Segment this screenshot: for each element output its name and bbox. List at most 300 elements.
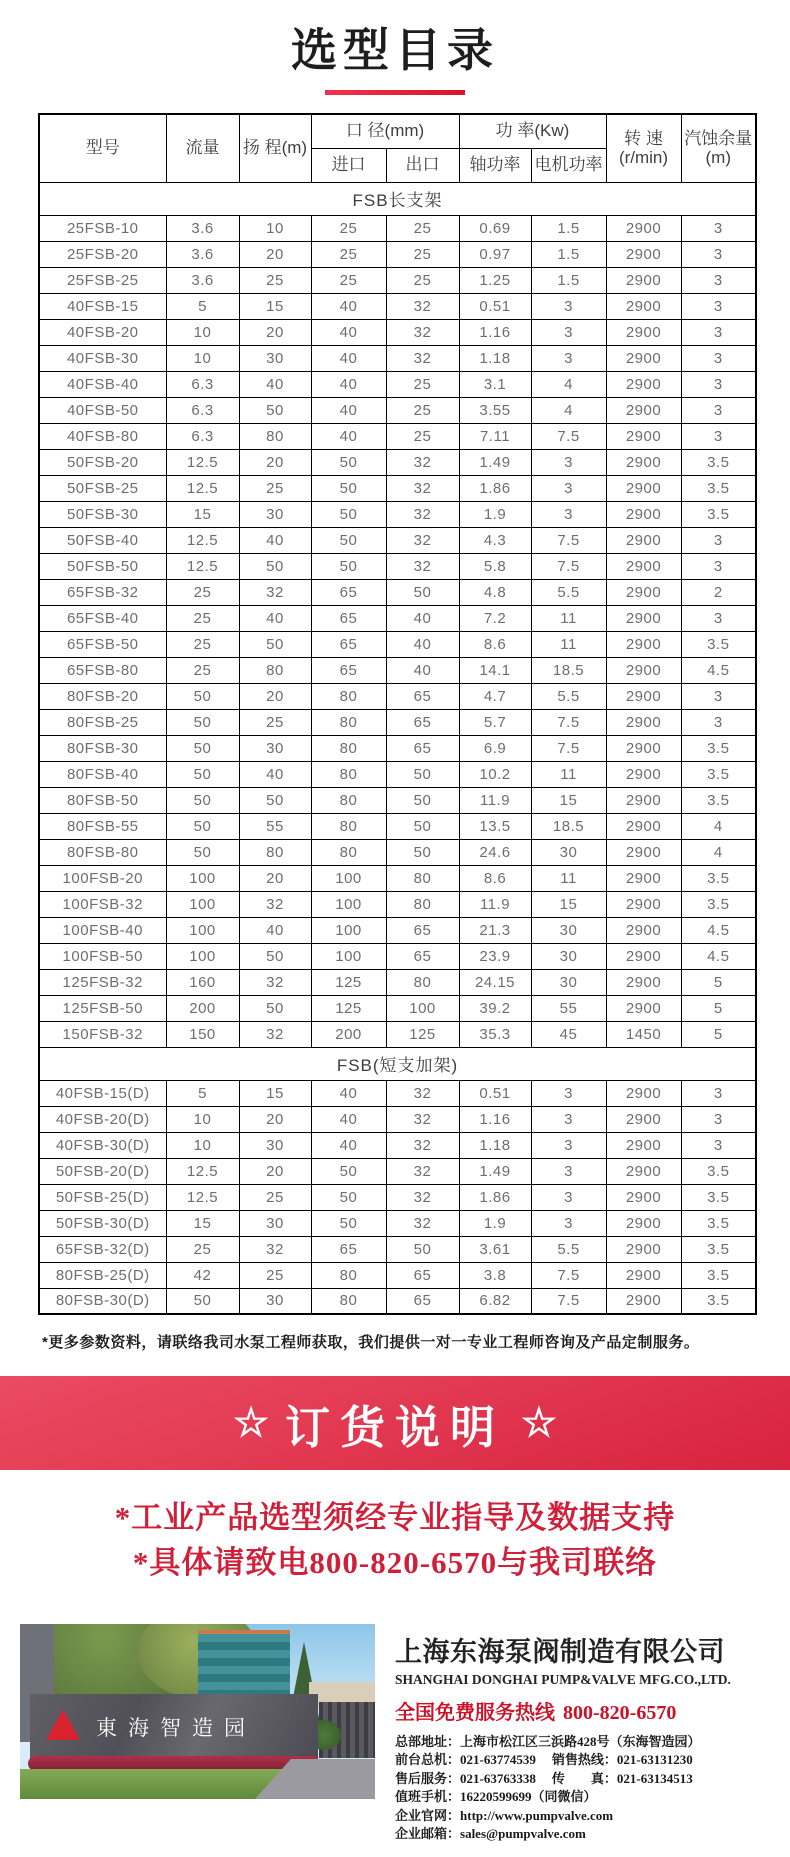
table-cell: 1.16: [459, 1106, 531, 1132]
table-cell: 65: [386, 709, 459, 735]
table-cell: 80: [386, 891, 459, 917]
table-row: [39, 293, 756, 319]
table-cell: 2900: [606, 735, 681, 761]
table-cell: 25: [239, 709, 311, 735]
table-cell: 3.6: [166, 241, 239, 267]
table-cell: 5.7: [459, 709, 531, 735]
table-cell: 4.5: [681, 657, 756, 683]
table-cell: 80FSB-20: [39, 683, 166, 709]
contact-label: 总部地址：: [395, 1733, 461, 1749]
table-cell: 32: [386, 527, 459, 553]
table-cell: 80FSB-40: [39, 761, 166, 787]
table-cell: 32: [239, 579, 311, 605]
contact-value: 16220599699（同微信）: [460, 1789, 597, 1805]
table-cell: 7.5: [531, 527, 606, 553]
table-cell: 150: [166, 1021, 239, 1047]
table-cell: 65: [386, 1288, 459, 1314]
table-cell: 25FSB-25: [39, 267, 166, 293]
table-cell: 125: [311, 995, 386, 1021]
contact-label: 售后服务：: [395, 1770, 461, 1786]
table-cell: 2900: [606, 709, 681, 735]
table-cell: 2900: [606, 1210, 681, 1236]
contact-line: [395, 1770, 770, 1788]
table-cell: 4: [681, 839, 756, 865]
table-cell: 2900: [606, 449, 681, 475]
table-cell: 32: [239, 1021, 311, 1047]
table-cell: 80: [311, 709, 386, 735]
table-cell: 30: [531, 917, 606, 943]
table-cell: 5.5: [531, 683, 606, 709]
table-cell: 40: [386, 657, 459, 683]
table-cell: 50: [311, 527, 386, 553]
table-cell: 25: [386, 215, 459, 241]
table-cell: 1.9: [459, 1210, 531, 1236]
table-cell: 3.5: [681, 865, 756, 891]
table-cell: 25: [386, 397, 459, 423]
table-cell: 3.5: [681, 1236, 756, 1262]
table-cell: 100FSB-32: [39, 891, 166, 917]
table-cell: 30: [239, 735, 311, 761]
table-row: [39, 449, 756, 475]
table-cell: 0.51: [459, 293, 531, 319]
section-title-row: [39, 182, 756, 215]
table-cell: 32: [386, 1210, 459, 1236]
table-cell: 40: [311, 1132, 386, 1158]
table-cell: 4.3: [459, 527, 531, 553]
table-cell: 65: [311, 579, 386, 605]
table-cell: 3.55: [459, 397, 531, 423]
header-npsh-line1: 汽蚀余量: [684, 128, 753, 148]
table-cell: 15: [531, 787, 606, 813]
contact-pair: [552, 1752, 693, 1767]
table-cell: 80FSB-30(D): [39, 1288, 166, 1314]
table-cell: 3: [681, 241, 756, 267]
contact-label: 前台总机：: [395, 1752, 461, 1768]
table-cell: 100: [166, 917, 239, 943]
table-cell: 40FSB-30(D): [39, 1132, 166, 1158]
table-cell: 100FSB-40: [39, 917, 166, 943]
section-title: FSB长支架: [39, 182, 756, 215]
table-cell: 2900: [606, 241, 681, 267]
table-row: [39, 709, 756, 735]
contact-value: 021-63131230: [616, 1752, 693, 1768]
table-cell: 80: [311, 787, 386, 813]
header-speed-line1: 转 速: [624, 128, 663, 148]
table-cell: 7.5: [531, 735, 606, 761]
table-cell: 50: [166, 813, 239, 839]
table-cell: 50FSB-20: [39, 449, 166, 475]
table-cell: 2900: [606, 1106, 681, 1132]
table-row: [39, 267, 756, 293]
table-cell: 3: [531, 293, 606, 319]
company-name-en: SHANGHAI DONGHAI PUMP&VALVE MFG.CO.,LTD.: [395, 1671, 731, 1687]
table-cell: 100: [166, 943, 239, 969]
table-row: [39, 527, 756, 553]
header-head: 扬 程(m): [239, 114, 311, 182]
table-row: [39, 345, 756, 371]
table-cell: 6.3: [166, 423, 239, 449]
table-cell: 65: [386, 1262, 459, 1288]
table-cell: 80FSB-25: [39, 709, 166, 735]
table-cell: 3: [681, 345, 756, 371]
table-row: [39, 215, 756, 241]
table-cell: 3.5: [681, 735, 756, 761]
table-cell: 1.5: [531, 267, 606, 293]
table-cell: 3.6: [166, 215, 239, 241]
table-cell: 1.5: [531, 215, 606, 241]
table-cell: 20: [239, 319, 311, 345]
table-cell: 3: [681, 267, 756, 293]
table-cell: 32: [386, 345, 459, 371]
table-cell: 2900: [606, 1236, 681, 1262]
contact-line: [395, 1788, 770, 1806]
table-cell: 3: [681, 423, 756, 449]
table-cell: 3: [531, 1158, 606, 1184]
table-cell: 40: [311, 1080, 386, 1106]
table-row: [39, 891, 756, 917]
table-cell: 80: [239, 423, 311, 449]
table-cell: 25: [166, 579, 239, 605]
table-cell: 3: [681, 319, 756, 345]
table-cell: 32: [386, 293, 459, 319]
table-cell: 2900: [606, 397, 681, 423]
table-row: [39, 865, 756, 891]
table-cell: 1.18: [459, 345, 531, 371]
table-cell: 100: [311, 943, 386, 969]
table-cell: 50: [239, 397, 311, 423]
table-cell: 7.5: [531, 553, 606, 579]
table-row: [39, 1288, 756, 1314]
table-cell: 30: [531, 969, 606, 995]
table-cell: 15: [166, 1210, 239, 1236]
table-cell: 50: [386, 1236, 459, 1262]
table-cell: 11.9: [459, 787, 531, 813]
contact-value: 上海市松江区三浜路428号（东海智造园）: [460, 1733, 701, 1749]
table-cell: 1.25: [459, 267, 531, 293]
table-cell: 30: [531, 839, 606, 865]
table-cell: 40FSB-15: [39, 293, 166, 319]
table-cell: 200: [311, 1021, 386, 1047]
table-cell: 3: [681, 527, 756, 553]
table-cell: 3: [681, 709, 756, 735]
table-cell: 3.5: [681, 631, 756, 657]
table-cell: 25: [166, 605, 239, 631]
table-cell: 4.8: [459, 579, 531, 605]
table-cell: 2900: [606, 683, 681, 709]
table-cell: 80: [311, 1262, 386, 1288]
table-cell: 11: [531, 605, 606, 631]
table-cell: 50FSB-30: [39, 501, 166, 527]
table-row: [39, 1080, 756, 1106]
table-cell: 2900: [606, 917, 681, 943]
table-cell: 3: [531, 1080, 606, 1106]
table-cell: 40FSB-30: [39, 345, 166, 371]
table-cell: 3.5: [681, 449, 756, 475]
table-cell: 50: [239, 631, 311, 657]
table-cell: 2900: [606, 579, 681, 605]
table-cell: 25: [386, 241, 459, 267]
table-cell: 2900: [606, 527, 681, 553]
table-cell: 11: [531, 865, 606, 891]
table-cell: 2900: [606, 787, 681, 813]
table-cell: 4.5: [681, 943, 756, 969]
table-cell: 3: [681, 371, 756, 397]
table-cell: 39.2: [459, 995, 531, 1021]
title-underline: [325, 90, 465, 95]
table-cell: 80FSB-30: [39, 735, 166, 761]
table-cell: 100: [311, 917, 386, 943]
table-cell: 2900: [606, 657, 681, 683]
hotline-number: 800-820-6570: [563, 1701, 677, 1724]
contact-pair: [395, 1734, 701, 1749]
table-cell: 40FSB-50: [39, 397, 166, 423]
table-cell: 50: [311, 501, 386, 527]
table-cell: 2900: [606, 501, 681, 527]
table-cell: 6.82: [459, 1288, 531, 1314]
table-cell: 6.3: [166, 397, 239, 423]
table-cell: 80FSB-50: [39, 787, 166, 813]
table-cell: 45: [531, 1021, 606, 1047]
table-cell: 32: [386, 1080, 459, 1106]
contact-value: 021-63134513: [616, 1770, 693, 1786]
factory-photo: [20, 1624, 375, 1799]
table-cell: 25: [166, 1236, 239, 1262]
table-cell: 40FSB-15(D): [39, 1080, 166, 1106]
table-cell: 10: [166, 1132, 239, 1158]
table-cell: 4: [531, 371, 606, 397]
company-name-cn: 上海东海泵阀制造有限公司: [395, 1636, 725, 1667]
table-cell: 40: [311, 371, 386, 397]
table-cell: 2900: [606, 839, 681, 865]
table-cell: 6.9: [459, 735, 531, 761]
table-cell: 15: [166, 501, 239, 527]
table-cell: 55: [239, 813, 311, 839]
table-cell: 5: [681, 969, 756, 995]
table-cell: 50: [166, 709, 239, 735]
table-cell: 25: [311, 241, 386, 267]
table-cell: 40: [311, 345, 386, 371]
table-row: [39, 631, 756, 657]
table-cell: 20: [239, 1158, 311, 1184]
header-npsh: [681, 114, 756, 182]
table-cell: 65: [311, 1236, 386, 1262]
table-row: [39, 813, 756, 839]
header-flow: 流量: [166, 114, 239, 182]
table-row: [39, 501, 756, 527]
table-cell: 150FSB-32: [39, 1021, 166, 1047]
table-cell: 3: [531, 1106, 606, 1132]
table-cell: 2900: [606, 293, 681, 319]
table-cell: 1.86: [459, 475, 531, 501]
table-cell: 40: [239, 527, 311, 553]
table-cell: 5: [166, 1080, 239, 1106]
table-cell: 2900: [606, 1080, 681, 1106]
banner-title: 订货说明: [284, 1401, 505, 1453]
table-cell: 50: [166, 787, 239, 813]
table-cell: 100FSB-20: [39, 865, 166, 891]
table-cell: 50: [386, 787, 459, 813]
header-power: 功 率(Kw): [459, 114, 606, 148]
table-cell: 11: [531, 761, 606, 787]
table-cell: 12.5: [166, 553, 239, 579]
table-cell: 3.5: [681, 475, 756, 501]
selection-table: [38, 113, 757, 1315]
table-cell: 65: [386, 683, 459, 709]
table-cell: 3.5: [681, 1288, 756, 1314]
table-cell: 50: [166, 683, 239, 709]
table-row: [39, 1184, 756, 1210]
table-cell: 40FSB-40: [39, 371, 166, 397]
table-cell: 40: [311, 1106, 386, 1132]
header-motor-power: 电机功率: [531, 148, 606, 182]
table-cell: 10: [166, 319, 239, 345]
contact-value: sales@pumpvalve.com: [460, 1826, 586, 1842]
header-inlet: 进口: [311, 148, 386, 182]
table-row: [39, 917, 756, 943]
table-cell: 7.11: [459, 423, 531, 449]
table-cell: 2900: [606, 215, 681, 241]
table-cell: 50: [386, 579, 459, 605]
table-cell: 2900: [606, 371, 681, 397]
table-cell: 30: [239, 1210, 311, 1236]
table-row: [39, 475, 756, 501]
table-cell: 50: [311, 449, 386, 475]
table-row: [39, 657, 756, 683]
table-cell: 50: [166, 1288, 239, 1314]
sign-text: 東海智造园: [96, 1716, 256, 1740]
table-cell: 32: [386, 1158, 459, 1184]
table-cell: 65FSB-32: [39, 579, 166, 605]
header-diameter: 口 径(mm): [311, 114, 459, 148]
table-cell: 80: [311, 813, 386, 839]
table-cell: 50FSB-20(D): [39, 1158, 166, 1184]
table-cell: 50: [311, 475, 386, 501]
contact-line: [395, 1751, 770, 1769]
table-cell: 32: [386, 1184, 459, 1210]
table-cell: 3.1: [459, 371, 531, 397]
table-cell: 3.6: [166, 267, 239, 293]
table-cell: 25: [239, 267, 311, 293]
table-cell: 21.3: [459, 917, 531, 943]
table-cell: 40: [311, 397, 386, 423]
table-cell: 100: [311, 891, 386, 917]
table-cell: 100: [311, 865, 386, 891]
table-cell: 3: [681, 1080, 756, 1106]
company-info: [395, 1624, 770, 1844]
table-cell: 30: [239, 1288, 311, 1314]
table-cell: 4.5: [681, 917, 756, 943]
table-cell: 100FSB-50: [39, 943, 166, 969]
table-row: [39, 423, 756, 449]
contact-label: 值班手机：: [395, 1789, 461, 1805]
table-cell: 50FSB-40: [39, 527, 166, 553]
table-cell: 20: [239, 683, 311, 709]
table-cell: 10: [239, 215, 311, 241]
table-cell: 32: [386, 475, 459, 501]
contact-pair: [552, 1771, 693, 1786]
table-row: [39, 1021, 756, 1047]
title-block: [0, 0, 790, 95]
table-row: [39, 1210, 756, 1236]
table-cell: 11: [531, 631, 606, 657]
table-cell: 80: [386, 865, 459, 891]
table-cell: 50: [386, 839, 459, 865]
table-cell: 15: [239, 293, 311, 319]
table-cell: 2900: [606, 631, 681, 657]
table-cell: 32: [239, 1236, 311, 1262]
table-cell: 50FSB-25(D): [39, 1184, 166, 1210]
table-cell: 25: [239, 1184, 311, 1210]
table-cell: 40: [311, 293, 386, 319]
table-cell: 1.86: [459, 1184, 531, 1210]
header-npsh-line2: (m): [705, 148, 731, 168]
table-cell: 125FSB-50: [39, 995, 166, 1021]
table-cell: 3: [531, 1132, 606, 1158]
table-cell: 50: [239, 553, 311, 579]
table-cell: 3.5: [681, 1184, 756, 1210]
table-row: [39, 371, 756, 397]
contact-pair: [395, 1789, 597, 1804]
table-cell: 2900: [606, 865, 681, 891]
table-cell: 32: [239, 891, 311, 917]
table-cell: 80FSB-80: [39, 839, 166, 865]
table-cell: 2900: [606, 1158, 681, 1184]
table-cell: 65FSB-50: [39, 631, 166, 657]
table-cell: 7.2: [459, 605, 531, 631]
table-cell: 80: [311, 761, 386, 787]
table-cell: 12.5: [166, 1158, 239, 1184]
table-cell: 3.5: [681, 1158, 756, 1184]
table-cell: 13.5: [459, 813, 531, 839]
table-cell: 40: [311, 423, 386, 449]
page-title: 选型目录: [291, 24, 499, 76]
table-cell: 2900: [606, 553, 681, 579]
table-cell: 42: [166, 1262, 239, 1288]
table-cell: 3: [681, 553, 756, 579]
table-cell: 3: [531, 449, 606, 475]
table-cell: 25: [311, 215, 386, 241]
table-cell: 80: [239, 657, 311, 683]
table-cell: 20: [239, 865, 311, 891]
table-cell: 1.5: [531, 241, 606, 267]
table-cell: 2900: [606, 1288, 681, 1314]
section-title: FSB(短支加架): [39, 1047, 756, 1080]
table-cell: 5: [166, 293, 239, 319]
table-cell: 10: [166, 1106, 239, 1132]
table-cell: 40: [239, 761, 311, 787]
table-cell: 2900: [606, 475, 681, 501]
table-cell: 40: [386, 605, 459, 631]
contact-label: 传 真：: [551, 1770, 617, 1786]
table-cell: 80FSB-25(D): [39, 1262, 166, 1288]
table-cell: 3.8: [459, 1262, 531, 1288]
table-cell: 32: [386, 501, 459, 527]
table-cell: 50: [311, 1158, 386, 1184]
order-info-banner: [0, 1376, 790, 1470]
header-speed-line2: (r/min): [618, 148, 669, 168]
table-cell: 80: [386, 969, 459, 995]
table-cell: 125: [311, 969, 386, 995]
table-cell: 4: [681, 813, 756, 839]
table-cell: 25: [239, 475, 311, 501]
table-cell: 3: [531, 475, 606, 501]
table-cell: 2900: [606, 969, 681, 995]
table-cell: 3: [681, 683, 756, 709]
table-row: [39, 553, 756, 579]
table-cell: 2900: [606, 995, 681, 1021]
table-cell: 200: [166, 995, 239, 1021]
table-cell: 2900: [606, 1184, 681, 1210]
